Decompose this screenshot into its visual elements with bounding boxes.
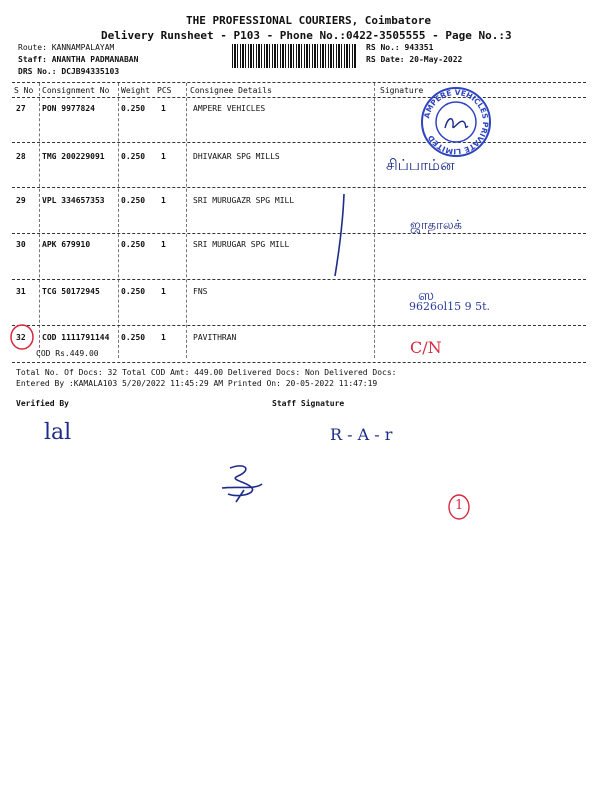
row-pcs: 1 [161,240,166,249]
circle-one-digit: 1 [455,498,464,513]
row-consignment: APK 679910 [42,240,91,249]
barcode [232,44,356,68]
row-rule [12,142,586,143]
row-sno: 31 [16,287,26,296]
signature-row-30: ஜாதாலக் [410,218,462,233]
staff-label: Staff: ANANTHA PADMANABAN [18,55,139,64]
col-consignee: Consignee Details [190,86,272,95]
row-sno: 29 [16,196,26,205]
red-circle-mark [8,322,36,352]
row-weight: 0.250 [121,287,146,296]
row-rule [12,279,586,280]
col-separator [39,83,40,358]
pen-stroke [330,190,350,280]
table-bottom-rule [12,362,586,363]
col-consignment: Consignment No [42,86,110,95]
col-separator [186,83,187,358]
drs-number: DRS No.: DCJB94335103 [18,67,120,76]
signature-row-31-mark: ஸ [418,286,435,304]
row-sno: 32 [16,333,26,342]
row-weight: 0.250 [121,333,146,342]
col-sno: S No [14,86,34,95]
row-rule [12,233,586,234]
col-weight: Weight [121,86,150,95]
signature-row-28: சிப்பாம்ன [386,156,455,174]
rs-number: RS No.: 943351 [366,43,434,52]
row-pcs: 1 [161,287,166,296]
row-consignment: TMG 200229091 [42,152,105,161]
signature-row-32: C/N [410,338,442,357]
col-signature: Signature [380,86,424,95]
row-weight: 0.250 [121,104,146,113]
company-stamp [420,86,492,158]
entered-line: Entered By :KAMALA103 5/20/2022 11:45:29 AM Printed On: 20-05-2022 11:47:19 [16,379,378,388]
row-pcs: 1 [161,104,166,113]
totals-line: Total No. Of Docs: 32 Total COD Amt: 449.00 Delivered Docs: Non Delivered Docs: [16,368,397,377]
row-consignee: AMPERE VEHICLES [193,104,266,113]
staff-signature-label: Staff Signature [272,399,345,408]
row-weight: 0.250 [121,196,146,205]
row-rule [12,187,586,188]
row-pcs: 1 [161,152,166,161]
col-separator [374,83,375,358]
row-consignment: COD 1111791144 [42,333,110,342]
col-pcs: PCS [157,86,172,95]
company-title: THE PROFESSIONAL COURIERS, Coimbatore [186,14,432,27]
row-sno: 30 [16,240,26,249]
rs-date: RS Date: 20-May-2022 [366,55,463,64]
runsheet-title: Delivery Runsheet - P103 - Phone No.:0422-3505555 - Page No.:3 [101,29,512,42]
svg-text:AMPERE VEHICLES PRIVATE LIMITE [422,88,490,156]
verified-signature: lal [44,420,72,445]
row-consignee: SRI MURUGAR SPG MILL [193,240,290,249]
col-separator [118,83,119,358]
cod-amount-note: COD Rs.449.00 [36,349,99,358]
row-rule [12,325,586,326]
row-consignment: VPL 334657353 [42,196,105,205]
row-consignment: TCG 50172945 [42,287,100,296]
row-sno: 27 [16,104,26,113]
row-consignee: SRI MURUGAZR SPG MILL [193,196,295,205]
row-sno: 28 [16,152,26,161]
row-pcs: 1 [161,196,166,205]
stamp-ring-text: AMPERE VEHICLES PRIVATE LIMITED [422,87,491,157]
route-label: Route: KANNAMPALAYAM [18,43,115,52]
table-header-rule [12,97,586,98]
row-weight: 0.250 [121,152,146,161]
row-weight: 0.250 [121,240,146,249]
scribble-signature [218,460,268,505]
table-top-rule [12,82,586,83]
row-consignee: DHIVAKAR SPG MILLS [193,152,280,161]
staff-signature-mark: R - A - r [330,425,393,444]
signature-row-31-text: 9626ol15 9 5t. [409,300,491,313]
row-consignment: PON 9977824 [42,104,95,113]
verified-by-label: Verified By [16,399,69,408]
row-consignee: PAVITHRAN [193,333,237,342]
row-consignee: FNS [193,287,208,296]
row-pcs: 1 [161,333,166,342]
